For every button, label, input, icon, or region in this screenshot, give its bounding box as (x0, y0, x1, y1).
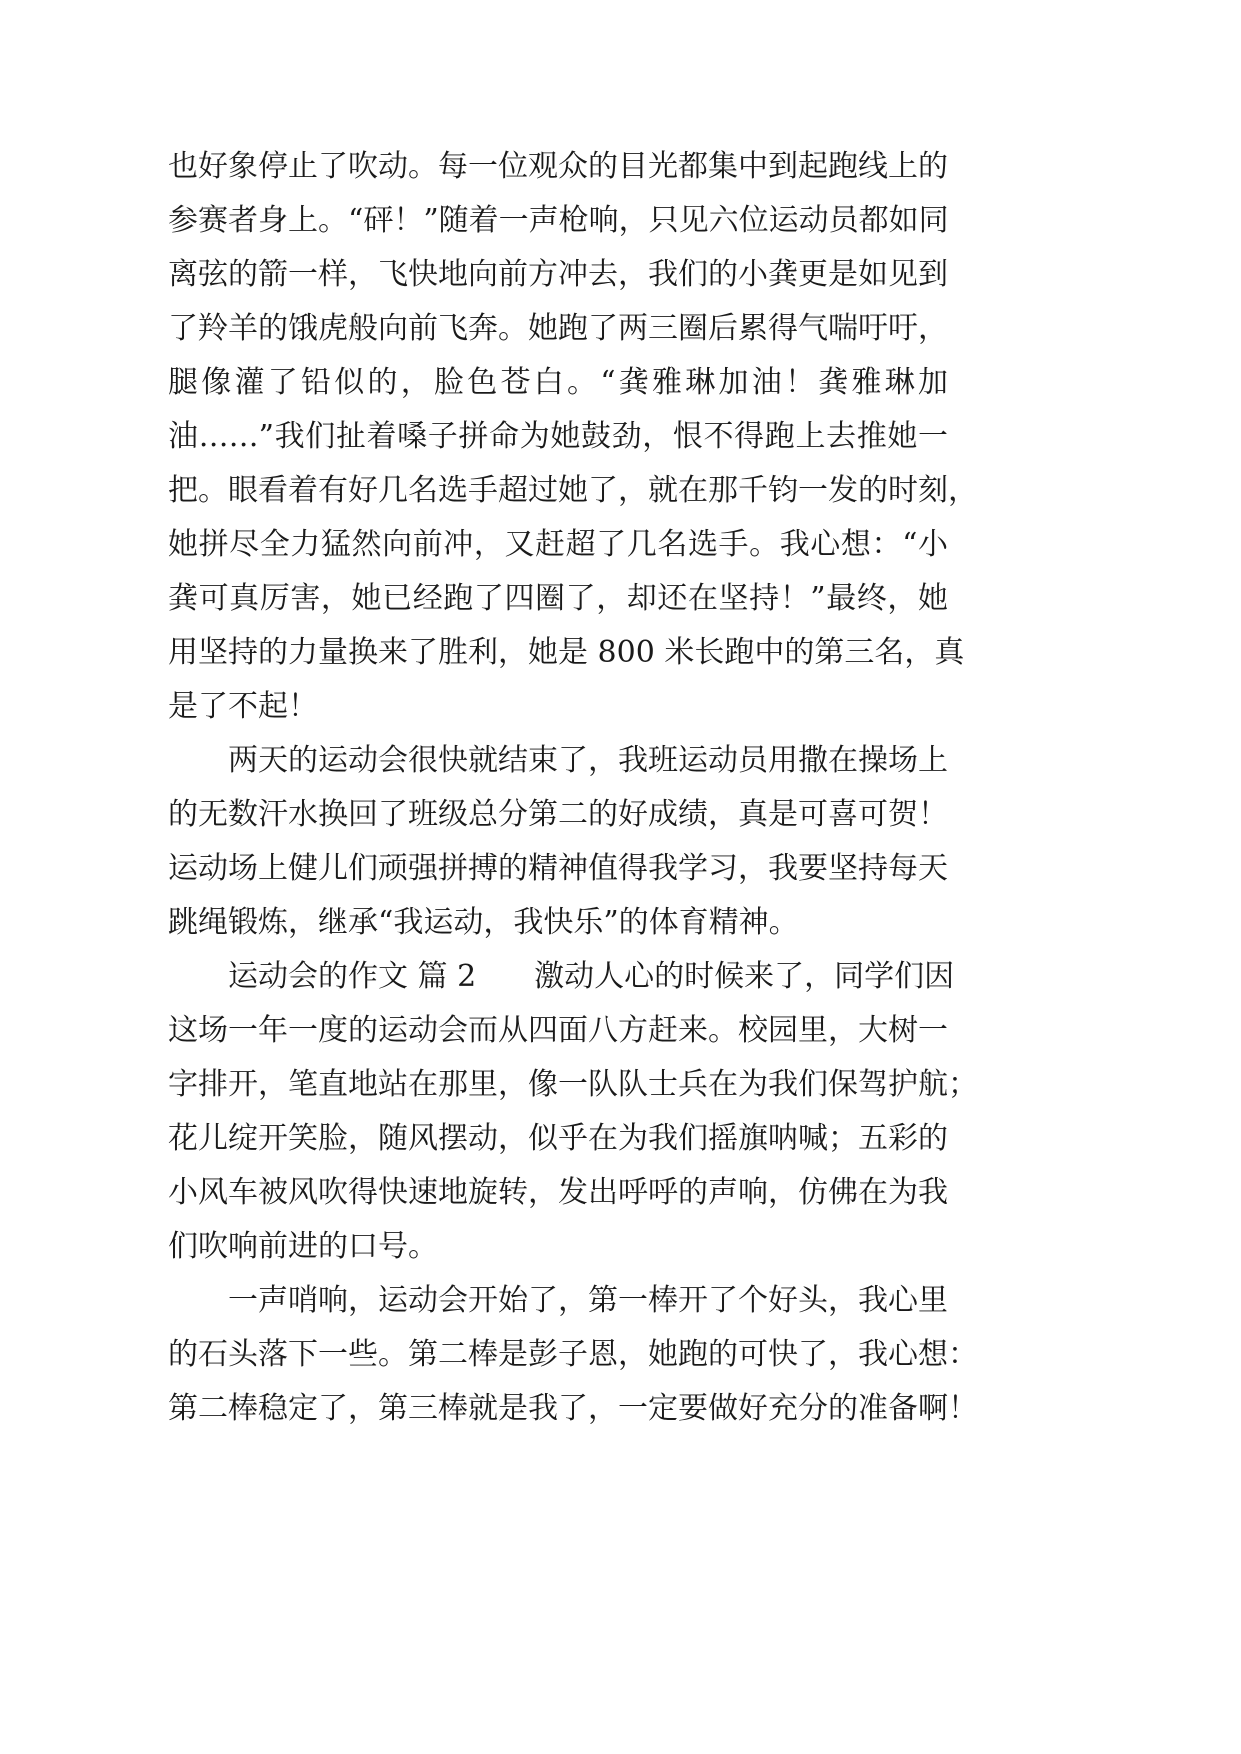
paragraph-4-line-1: 一声哨响，运动会开始了，第一棒开了个好头，我心里 (228, 1283, 948, 1318)
essay-heading: 运动会的作文 篇 2 (228, 959, 477, 994)
paragraph-1-line-4: 了羚羊的饿虎般向前飞奔。她跑了两三圈后累得气喘吁吁， (168, 311, 948, 346)
paragraph-2-line-3: 运动场上健儿们顽强拼搏的精神值得我学习，我要坚持每天 (168, 851, 948, 886)
paragraph-2-line-4: 跳绳锻炼，继承“我运动，我快乐”的体育精神。 (168, 905, 799, 940)
paragraph-1-line-9: 龚可真厉害，她已经跑了四圈了，却还在坚持！”最终，她 (168, 581, 948, 616)
paragraph-1-line-7: 把。眼看着有好几名选手超过她了，就在那千钧一发的时刻， (168, 473, 978, 508)
paragraph-3-line-4: 花儿绽开笑脸，随风摆动，似乎在为我们摇旗呐喊；五彩的 (168, 1121, 948, 1156)
paragraph-3-line-1 (168, 950, 955, 1004)
paragraph-3-line-5: 小风车被风吹得快速地旋转，发出呼呼的声响，仿佛在为我 (168, 1175, 948, 1210)
paragraph-1-line-11: 是了不起！ (168, 689, 318, 724)
paragraph-1-line-3: 离弦的箭一样，飞快地向前方冲去，我们的小龚更是如见到 (168, 257, 948, 292)
paragraph-1-line-8: 她拼尽全力猛然向前冲，又赶超了几名选手。我心想：“小 (168, 527, 948, 562)
paragraph-2-line-1: 两天的运动会很快就结束了，我班运动员用撒在操场上 (228, 743, 948, 778)
paragraph-2-line-2: 的无数汗水换回了班级总分第二的好成绩，真是可喜可贺！ (168, 797, 948, 832)
paragraph-3-line-3: 字排开，笔直地站在那里，像一队队士兵在为我们保驾护航； (168, 1067, 978, 1102)
paragraph-1-line-2: 参赛者身上。“砰！”随着一声枪响，只见六位运动员都如同 (168, 203, 949, 238)
paragraph-1-line-5: 腿像灌了铅似的，脸色苍白。“龚雅琳加油！龚雅琳加 (168, 365, 948, 400)
paragraph-3-line-6: 们吹响前进的口号。 (168, 1229, 438, 1264)
paragraph-3-line-2: 这场一年一度的运动会而从四面八方赶来。校园里，大树一 (168, 1013, 948, 1048)
paragraph-3-line-1-text: 激动人心的时候来了，同学们因 (534, 959, 955, 994)
paragraph-4-line-2: 的石头落下一些。第二棒是彭子恩，她跑的可快了，我心想： (168, 1337, 978, 1372)
paragraph-1-line-1: 也好象停止了吹动。每一位观众的目光都集中到起跑线上的 (168, 149, 948, 184)
paragraph-4-line-3: 第二棒稳定了，第三棒就是我了，一定要做好充分的准备啊！ (168, 1391, 978, 1426)
paragraph-1-line-10: 用坚持的力量换来了胜利，她是 800 米长跑中的第三名，真 (168, 635, 965, 670)
essay-body (168, 140, 978, 1436)
paragraph-1-line-6: 油……”我们扯着嗓子拼命为她鼓劲，恨不得跑上去推她一 (168, 419, 948, 454)
